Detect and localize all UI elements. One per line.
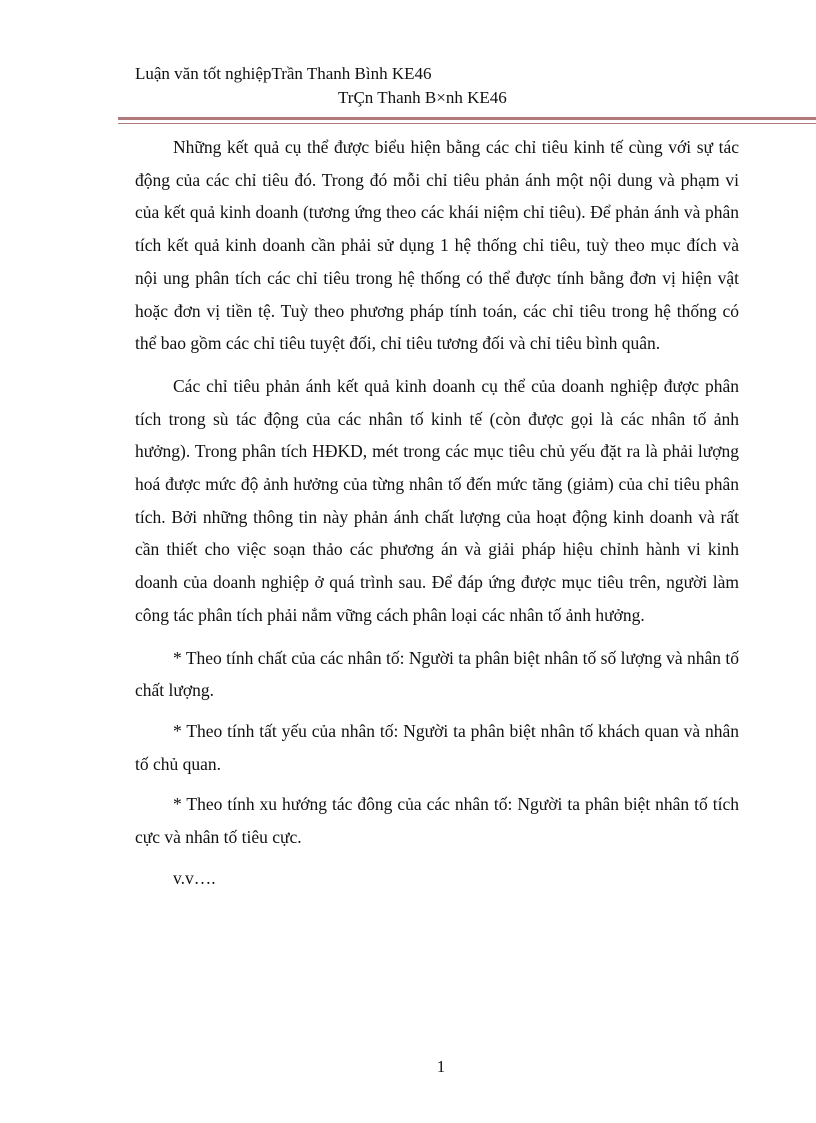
header-title-line1: Luận văn tốt nghiệpTrần Thanh Bình KE46 [135,64,432,83]
paragraph-factors: Các chỉ tiêu phản ánh kết quả kinh doanh cụ thể của doanh nghiệp được phân tích trong sù tác động của các nhân tố kinh tế (còn được gọi là các nhân tố ảnh hưởng). Trong phân tích HĐKD, mét trong các mục tiêu chủ yếu đặt ra là phải lượng hoá được mức độ ảnh hưởng của từng nhân tố đến mức tăng (giảm) của chỉ tiêu phân tích. Bởi những thông tin này phản ánh chất lượng của hoạt động kinh doanh và rất cần thiết cho việc soạn thảo các phương án và giải pháp hiệu chỉnh hành vi kinh doanh của doanh nghiệp ở quá trình sau. Để đáp ứng được mục tiêu trên, người làm công tác phân tích phải nắm vững cách phân loại các nhân tố ảnh hưởng. [135,375,739,625]
paragraph-by-necessity: * Theo tính tất yếu của nhân tố: Người ta phân biệt nhân tố khách quan và nhân tố chủ quan. [135,720,739,774]
header-rule-thick [118,117,816,120]
paragraph-by-nature: * Theo tính chất của các nhân tố: Người ta phân biệt nhân tố số lượng và nhân tố chất lượng. [135,647,739,701]
header-title-line2: TrÇn Thanh B×nh KE46 [338,88,507,107]
paragraph-indicators: Những kết quả cụ thể được biểu hiện bằng các chỉ tiêu kinh tế cùng với sự tác động của các chỉ tiêu đó. Trong đó mỗi chỉ tiêu phản ánh một nội dung và phạm vi của kết quả kinh doanh (tương ứng theo các khái niệm chỉ tiêu). Để phản ánh và phân tích kết quả kinh doanh cần phải sử dụng 1 hệ thống chỉ tiêu, tuỳ theo mục đích và nội ung phân tích các chỉ tiêu trong hệ thống có thể được tính bằng đơn vị hiện vật hoặc đơn vị tiền tệ. Tuỳ theo phương pháp tính toán, các chỉ tiêu trong hệ thống có thể bao gồm các chỉ tiêu tuyệt đối, chỉ tiêu tương đối và chỉ tiêu bình quân. [135,137,739,354]
header-rule-thin [118,123,816,124]
page-header [0,0,816,130]
body-text [135,131,739,904]
paragraph-by-tendency: * Theo tính xu hướng tác đông của các nhân tố: Người ta phân biệt nhân tố tích cực và nhân tố tiêu cực. [135,794,739,848]
paragraph-etc: v.v…. [173,867,216,888]
page-number: 1 [436,1057,446,1076]
